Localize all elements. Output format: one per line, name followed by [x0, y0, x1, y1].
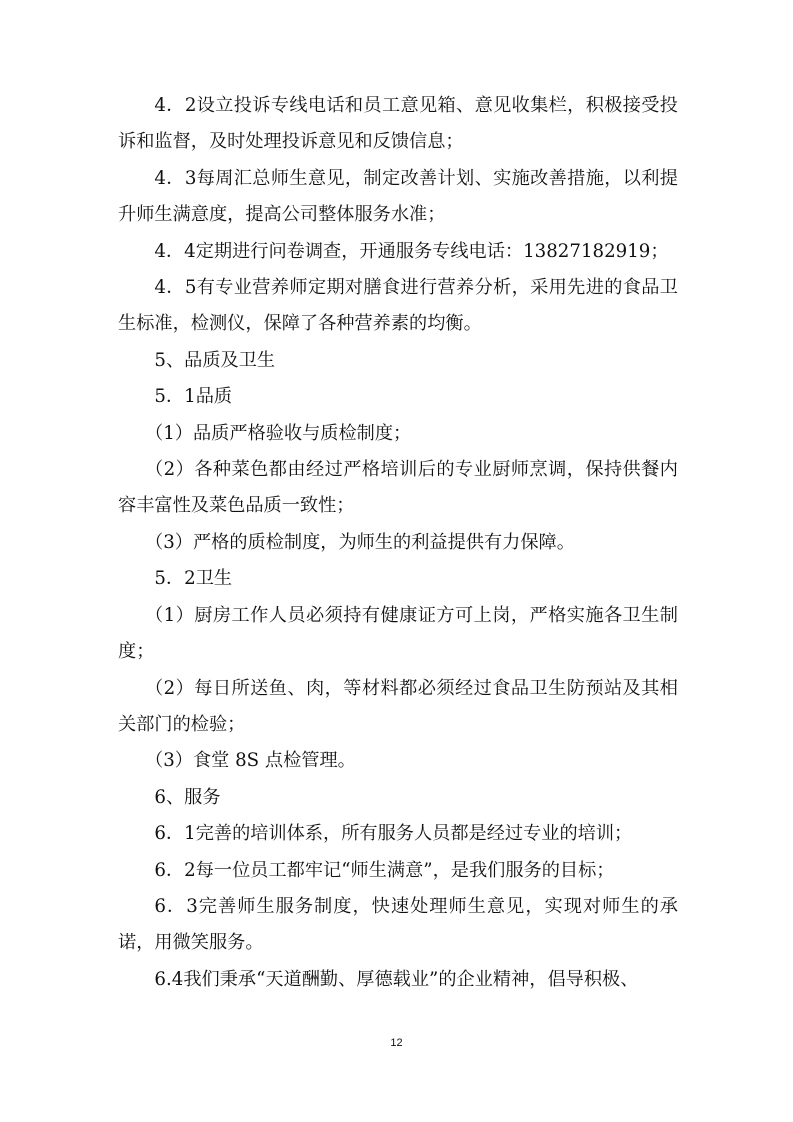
paragraph-5-2-1: （1）厨房工作人员必须持有健康证方可上岗，严格实施各卫生制度；	[118, 604, 678, 663]
heading-5-1-quality: 5．1品质	[154, 386, 233, 408]
paragraph-6-2: 6．2每一位员工都牢记“师生满意”，是我们服务的目标；	[154, 859, 615, 881]
heading-6-service: 6、服务	[154, 786, 221, 808]
paragraph-6-3: 6．3完善师生服务制度，快速处理师生意见，实现对师生的承诺，用微笑服务。	[118, 895, 678, 954]
heading-5-quality-hygiene: 5、品质及卫生	[154, 349, 276, 371]
paragraph-5-1-2: （2）各种菜色都由经过严格培训后的专业厨师烹调，保持供餐内容丰富性及菜色品质一致性；	[118, 459, 678, 517]
document-body	[118, 88, 678, 998]
paragraph-5-2-2: （2）每日所送鱼、肉，等材料都必须经过食品卫生防预站及其相关部门的检验；	[118, 677, 678, 735]
paragraph-4-2: 4．2设立投诉专线电话和员工意见箱、意见收集栏，积极接受投诉和监督，及时处理投诉意见和反馈信息；	[118, 95, 678, 153]
paragraph-6-1: 6．1完善的培训体系，所有服务人员都是经过专业的培训；	[154, 823, 633, 845]
paragraph-4-3: 4．3每周汇总师生意见，制定改善计划、实施改善措施，以利提升师生满意度，提高公司整体服务水准；	[118, 167, 678, 226]
heading-5-2-hygiene: 5．2卫生	[154, 568, 233, 590]
paragraph-5-2-3: （3）食堂 8S 点检管理。	[145, 750, 356, 772]
paragraph-5-1-1: （1）品质严格验收与质检制度；	[145, 422, 412, 444]
paragraph-6-4: 6.4我们秉承“天道酬勤、厚德载业”的企业精神，倡导积极、	[154, 968, 639, 990]
paragraph-5-1-3: （3）严格的质检制度，为师生的利益提供有力保障。	[145, 531, 575, 553]
paragraph-4-5: 4．5有专业营养师定期对膳食进行营养分析，采用先进的食品卫生标准，检测仪，保障了各种营养素的均衡。	[118, 277, 678, 335]
page-number: 12	[390, 1037, 403, 1049]
paragraph-4-4: 4．4定期进行问卷调查，开通服务专线电话：13827182919；	[154, 240, 669, 262]
